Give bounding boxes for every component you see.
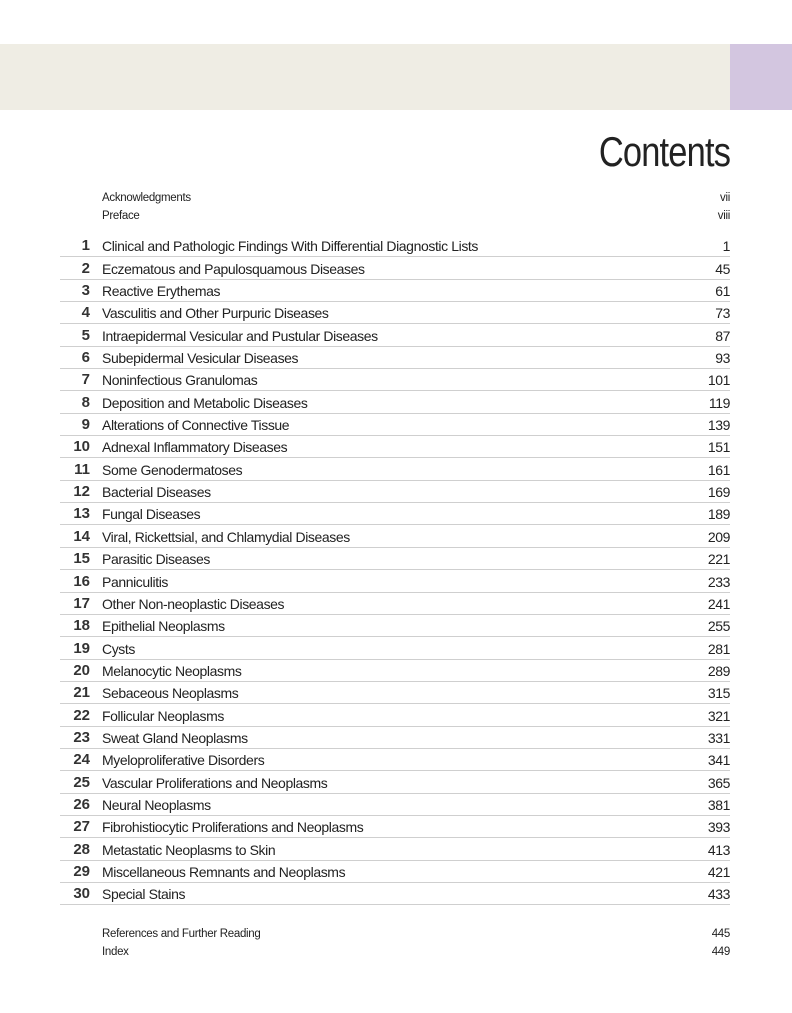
back-matter-item[interactable] <box>102 943 730 961</box>
chapter-title: Fibrohistiocytic Proliferations and Neoplasms <box>102 819 364 836</box>
chapter-number: 24 <box>73 751 90 769</box>
front-matter-item[interactable] <box>102 189 730 207</box>
chapter-row[interactable] <box>60 771 730 793</box>
chapter-number: 23 <box>73 728 90 746</box>
chapter-row[interactable] <box>60 324 730 346</box>
chapter-title: Noninfectious Granulomas <box>102 372 258 389</box>
entry-page: 449 <box>711 946 730 958</box>
chapter-number: 27 <box>73 818 90 836</box>
front-matter-item[interactable] <box>102 207 730 225</box>
chapter-page: 61 <box>715 283 730 300</box>
chapter-title: Sebaceous Neoplasms <box>102 685 239 702</box>
chapter-number: 17 <box>73 594 90 612</box>
chapter-row[interactable] <box>60 391 730 413</box>
chapter-row[interactable] <box>60 682 730 704</box>
chapter-title: Reactive Erythemas <box>102 283 221 300</box>
chapter-page: 255 <box>707 618 730 635</box>
chapter-title: Cysts <box>102 640 136 657</box>
chapter-number: 9 <box>81 416 90 434</box>
entry-page: vii <box>720 192 730 204</box>
chapter-row[interactable] <box>60 816 730 838</box>
chapter-page: 331 <box>707 729 730 746</box>
chapter-row[interactable] <box>60 794 730 816</box>
chapter-page: 87 <box>715 327 730 344</box>
chapter-row[interactable] <box>60 838 730 860</box>
chapter-number: 13 <box>73 505 90 523</box>
chapter-title: Subepidermal Vesicular Diseases <box>102 350 299 367</box>
chapter-number: 19 <box>73 639 90 657</box>
chapter-title: Neural Neoplasms <box>102 796 211 813</box>
chapter-row[interactable] <box>60 369 730 391</box>
chapter-number: 25 <box>73 773 90 791</box>
chapter-title: Alterations of Connective Tissue <box>102 417 290 434</box>
chapter-number: 14 <box>73 527 90 545</box>
chapter-row[interactable] <box>60 861 730 883</box>
entry-title: Index <box>102 946 129 958</box>
chapter-page: 393 <box>707 819 730 836</box>
chapter-title: Vascular Proliferations and Neoplasms <box>102 774 328 791</box>
chapter-number: 7 <box>81 371 90 389</box>
chapter-number: 4 <box>81 304 90 322</box>
chapter-title: Intraepidermal Vesicular and Pustular Diseases <box>102 327 378 344</box>
chapter-page: 101 <box>707 372 730 389</box>
chapter-page: 221 <box>707 551 730 568</box>
chapter-page: 73 <box>715 305 730 322</box>
back-matter-list <box>102 925 730 961</box>
chapter-number: 22 <box>73 706 90 724</box>
chapter-row[interactable] <box>60 525 730 547</box>
chapter-page: 189 <box>707 506 730 523</box>
chapter-title: Melanocytic Neoplasms <box>102 662 242 679</box>
chapter-title: Sweat Gland Neoplasms <box>102 729 248 746</box>
chapter-title: Parasitic Diseases <box>102 551 210 568</box>
chapter-page: 289 <box>707 662 730 679</box>
chapter-number: 11 <box>74 460 90 478</box>
chapter-row[interactable] <box>60 548 730 570</box>
chapter-number: 1 <box>81 237 90 255</box>
chapter-number: 26 <box>73 795 90 813</box>
chapter-number: 15 <box>73 550 90 568</box>
chapter-row[interactable] <box>60 749 730 771</box>
chapter-row[interactable] <box>60 503 730 525</box>
chapter-list <box>60 235 730 905</box>
chapter-title: Other Non-neoplastic Diseases <box>102 595 285 612</box>
chapter-page: 365 <box>707 774 730 791</box>
chapter-number: 29 <box>73 862 90 880</box>
chapter-title: Vasculitis and Other Purpuric Diseases <box>102 305 329 322</box>
chapter-title: Follicular Neoplasms <box>102 707 224 724</box>
chapter-page: 45 <box>715 260 730 277</box>
chapter-page: 151 <box>707 439 730 456</box>
chapter-title: Clinical and Pathologic Findings With Differential Diagnostic Lists <box>102 238 479 255</box>
chapter-page: 281 <box>707 640 730 657</box>
chapter-title: Special Stains <box>102 886 186 903</box>
entry-title: References and Further Reading <box>102 928 261 940</box>
chapter-title: Bacterial Diseases <box>102 484 211 501</box>
chapter-page: 161 <box>707 461 730 478</box>
chapter-page: 233 <box>707 573 730 590</box>
chapter-page: 315 <box>707 685 730 702</box>
entry-title: Acknowledgments <box>102 192 191 204</box>
chapter-page: 241 <box>707 595 730 612</box>
chapter-row[interactable] <box>60 458 730 480</box>
chapter-number: 18 <box>73 617 90 635</box>
chapter-number: 5 <box>81 326 90 344</box>
chapter-number: 3 <box>81 282 90 300</box>
chapter-row[interactable] <box>60 570 730 592</box>
chapter-row[interactable] <box>60 436 730 458</box>
page-title: Contents <box>598 128 730 175</box>
chapter-row[interactable] <box>60 481 730 503</box>
chapter-number: 2 <box>81 259 90 277</box>
entry-page: 445 <box>711 928 730 940</box>
chapter-title: Epithelial Neoplasms <box>102 618 225 635</box>
chapter-number: 12 <box>73 483 90 501</box>
entry-title: Preface <box>102 210 140 222</box>
chapter-page: 119 <box>708 394 730 411</box>
chapter-row[interactable] <box>60 727 730 749</box>
chapter-row[interactable] <box>60 257 730 279</box>
chapter-row[interactable] <box>60 615 730 637</box>
chapter-row[interactable] <box>60 414 730 436</box>
chapter-title: Panniculitis <box>102 573 169 590</box>
chapter-number: 6 <box>81 349 90 367</box>
chapter-row[interactable] <box>60 704 730 726</box>
chapter-page: 93 <box>715 350 730 367</box>
chapter-page: 1 <box>722 238 730 255</box>
chapter-page: 413 <box>707 841 730 858</box>
chapter-page: 139 <box>707 417 730 434</box>
chapter-page: 321 <box>707 707 730 724</box>
chapter-number: 30 <box>73 885 90 903</box>
chapter-page: 433 <box>707 886 730 903</box>
chapter-title: Fungal Diseases <box>102 506 201 523</box>
chapter-page: 421 <box>707 863 730 880</box>
chapter-number: 21 <box>73 684 90 702</box>
chapter-title: Miscellaneous Remnants and Neoplasms <box>102 863 346 880</box>
chapter-title: Some Genodermatoses <box>102 461 243 478</box>
chapter-page: 381 <box>707 796 730 813</box>
chapter-row[interactable] <box>60 302 730 324</box>
chapter-page: 209 <box>707 528 730 545</box>
chapter-number: 28 <box>73 840 90 858</box>
back-matter-item[interactable] <box>102 925 730 943</box>
chapter-row[interactable] <box>60 660 730 682</box>
chapter-row[interactable] <box>60 347 730 369</box>
chapter-number: 8 <box>81 393 90 411</box>
chapter-row[interactable] <box>60 593 730 615</box>
chapter-row[interactable] <box>60 883 730 905</box>
chapter-number: 16 <box>73 572 90 590</box>
chapter-row[interactable] <box>60 637 730 659</box>
chapter-title: Adnexal Inflammatory Diseases <box>102 439 288 456</box>
front-matter-list <box>102 189 730 225</box>
chapter-page: 169 <box>707 484 730 501</box>
header-accent-tab <box>730 44 792 110</box>
chapter-number: 20 <box>73 661 90 679</box>
chapter-title: Deposition and Metabolic Diseases <box>102 394 308 411</box>
entry-page: viii <box>717 210 730 222</box>
chapter-title: Myeloproliferative Disorders <box>102 752 265 769</box>
header-band <box>0 44 730 110</box>
chapter-title: Metastatic Neoplasms to Skin <box>102 841 276 858</box>
chapter-page: 341 <box>707 752 730 769</box>
chapter-row[interactable] <box>60 280 730 302</box>
chapter-title: Eczematous and Papulosquamous Diseases <box>102 260 365 277</box>
chapter-row[interactable] <box>60 235 730 257</box>
chapter-title: Viral, Rickettsial, and Chlamydial Diseases <box>102 528 350 545</box>
chapter-number: 10 <box>73 438 90 456</box>
